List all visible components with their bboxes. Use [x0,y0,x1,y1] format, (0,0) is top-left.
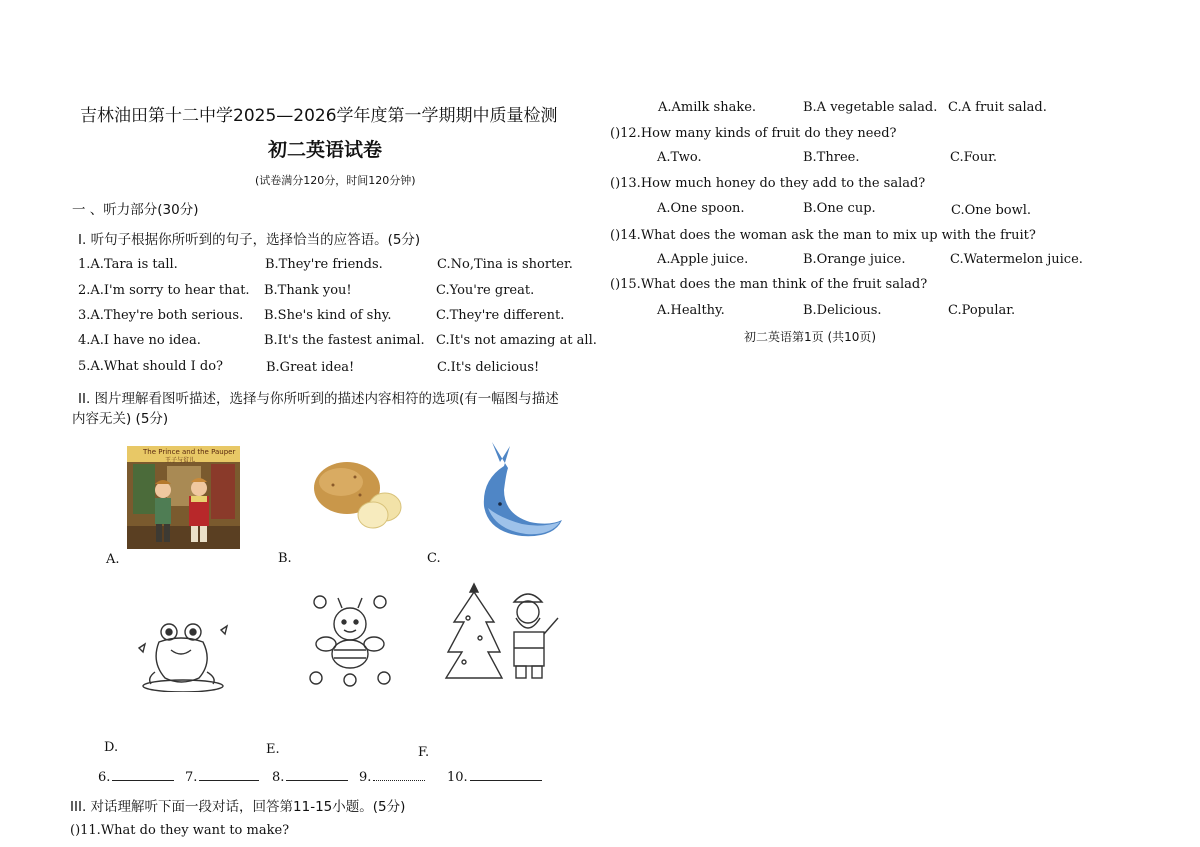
part1-heading: 一 、听力部分(30分) [72,202,199,218]
bee-image [300,594,400,688]
page-footer: 初二英语第1页 (共10页) [744,330,877,344]
section1-heading: I. 听句子根据你所听到的句子，选择恰当的应答语。(5分) [78,232,421,248]
q11-option-b: B.A vegetable salad. [803,100,938,115]
item4-option-c: C.It's not amazing at all. [436,333,597,348]
item1-option-c: C.No,Tina is shorter. [437,257,573,272]
picture-label-c: C. [427,551,441,566]
answer-blank-9-number: 9. [359,770,372,785]
section2-heading-line1: II. 图片理解看图听描述，选择与你所听到的描述内容相符的选项(有一幅图与描述 [78,391,559,407]
item5-option-a: 5.A.What should I do? [78,359,224,374]
q11-option-c: C.A fruit salad. [948,100,1047,115]
answer-blank-6[interactable] [98,768,174,785]
picture-label-f: F. [418,745,430,760]
picture-label-a: A. [106,552,120,567]
santa-christmas-tree-image [444,582,564,686]
answer-blank-10[interactable] [447,768,542,785]
answer-blank-9-line[interactable] [373,768,425,781]
answer-blank-6-line[interactable] [112,768,174,781]
answer-blank-8-number: 8. [272,770,285,785]
exam-title: 吉林油田第十二中学2025—2026学年度第一学期期中质量检测 [80,106,558,126]
item3-option-a: 3.A.They're both serious. [78,308,244,323]
q14-option-a: A.Apple juice. [657,252,749,267]
item1-option-b: B.They're friends. [265,257,383,272]
q12-option-c: C.Four. [950,150,998,165]
book-cover-image [127,446,240,549]
q12-option-a: A.Two. [657,150,702,165]
q15-option-b: B.Delicious. [803,303,882,318]
answer-blank-6-number: 6. [98,770,111,785]
question-14: ()14.What does the woman ask the man to mix up with the fruit? [610,228,1036,243]
potato-image [305,455,405,535]
item2-option-b: B.Thank you! [264,283,352,298]
answer-blank-8[interactable] [272,768,348,785]
book-cover-subtitle: 王子与贫儿 [165,457,196,464]
item2-option-a: 2.A.I'm sorry to hear that. [78,283,250,298]
answer-blank-10-number: 10. [447,770,468,785]
item3-option-c: C.They're different. [436,308,565,323]
q15-option-a: A.Healthy. [657,303,725,318]
question-13: ()13.How much honey do they add to the salad? [610,176,926,191]
question-11: ()11.What do they want to make? [70,823,290,838]
answer-blank-7-line[interactable] [199,768,259,781]
section3-heading: III. 对话理解听下面一段对话，回答第11-15小题。(5分) [70,799,406,815]
exam-note: (试卷满分120分，时间120分钟) [255,174,416,187]
q15-option-c: C.Popular. [948,303,1016,318]
answer-blank-10-line[interactable] [470,768,542,781]
book-cover-title: The Prince and the Pauper [143,448,236,456]
item4-option-b: B.It's the fastest animal. [264,333,425,348]
question-15: ()15.What does the man think of the fruit salad? [610,277,928,292]
picture-label-b: B. [278,551,292,566]
item1-option-a: 1.A.Tara is tall. [78,257,178,272]
answer-blank-9[interactable] [359,768,425,785]
answer-blank-7[interactable] [185,768,259,785]
item2-option-c: C.You're great. [436,283,535,298]
frog-image [137,612,237,692]
exam-subtitle: 初二英语试卷 [268,139,383,161]
item5-option-c: C.It's delicious! [437,360,540,375]
q13-option-a: A.One spoon. [657,201,745,216]
q12-option-b: B.Three. [803,150,860,165]
q13-option-b: B.One cup. [803,201,876,216]
q14-option-c: C.Watermelon juice. [950,252,1083,267]
answer-blank-7-number: 7. [185,770,198,785]
q11-option-a: A.Amilk shake. [658,100,757,115]
item3-option-b: B.She's kind of shy. [264,308,392,323]
item4-option-a: 4.A.I have no idea. [78,333,201,348]
picture-label-e: E. [266,742,280,757]
section2-heading-line2: 内容无关) (5分) [72,411,169,427]
question-12: ()12.How many kinds of fruit do they need? [610,126,897,141]
picture-label-d: D. [104,740,119,755]
item5-option-b: B.Great idea! [266,360,355,375]
whale-image [470,440,565,542]
q14-option-b: B.Orange juice. [803,252,906,267]
answer-blank-8-line[interactable] [286,768,348,781]
q13-option-c: C.One bowl. [951,203,1032,218]
